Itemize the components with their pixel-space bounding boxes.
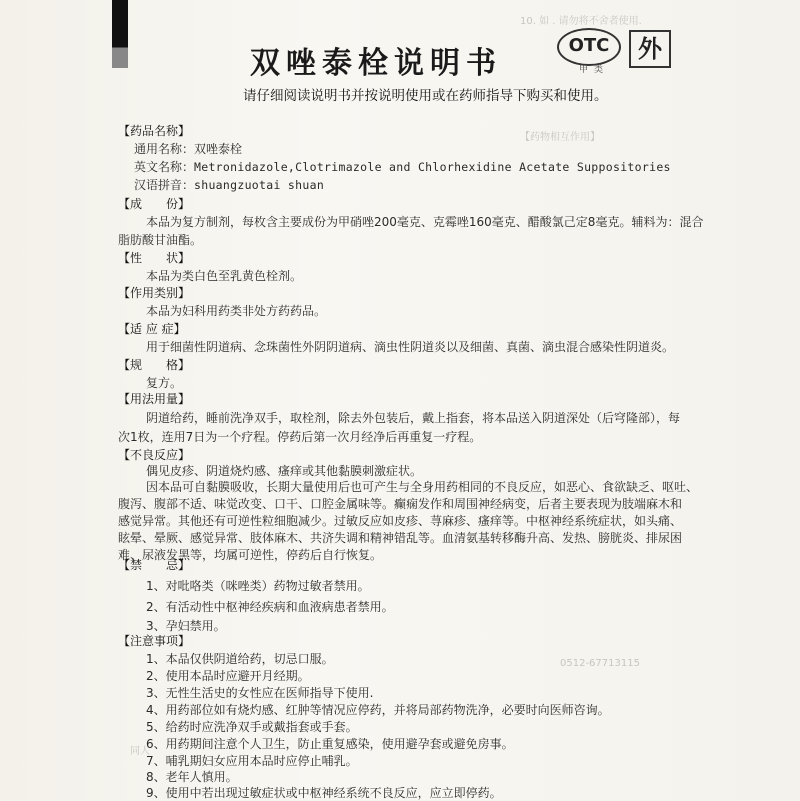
section-heading-dosage: 【用法用量】	[118, 392, 191, 406]
bleed-through-text: 10. 如 . 请勿将不舍者使用.	[520, 16, 642, 27]
precaution-item: 1、本品仅供阴道给药，切忌口服。	[146, 652, 334, 666]
external-use-badge: 外	[629, 30, 671, 68]
scan-edge-mark	[112, 0, 128, 68]
precaution-item: 3、无性生活史的女性应在医师指导下使用.	[146, 686, 374, 700]
section-heading-category: 【作用类别】	[118, 286, 191, 300]
contra-item: 1、对吡咯类（咪唑类）药物过敏者禁用。	[146, 579, 370, 593]
precaution-item: 7、哺乳期妇女应用本品时应停止哺乳。	[146, 754, 358, 768]
bleed-through-text: 【药物相互作用】	[520, 132, 600, 143]
dosage-line-2: 次1枚，连用7日为一个疗程。停药后第一次月经净后再重复一疗程。	[118, 430, 482, 444]
precaution-item: 4、用药部位如有烧灼感、红肿等情况应停药，并将局部药物洗净，必要时向医师咨询。	[146, 703, 610, 717]
section-heading-appearance: 【性 状】	[118, 251, 191, 265]
section-heading-indications: 【适 应 症】	[118, 322, 186, 336]
adverse-line-1: 偶见皮疹、阴道烧灼感、瘙痒或其他黏膜刺激症状。	[146, 464, 423, 478]
section-heading-composition: 【成 份】	[118, 197, 191, 211]
precaution-item: 6、用药期间注意个人卫生，防止重复感染，使用避孕套或避免房事。	[146, 737, 514, 751]
adverse-line-4: 感觉异常。其他还有可逆性粒细胞减少。过敏反应如皮疹、荨麻疹、瘙痒等。中枢神经系统症状，如头痛、	[118, 514, 683, 528]
section-heading-drug-name: 【药品名称】	[118, 124, 191, 138]
precaution-item: 8、老年人慎用。	[146, 770, 238, 784]
precaution-item: 9、使用中若出现过敏症状或中枢神经系统不良反应，应立即停药。	[146, 786, 502, 800]
contra-item: 2、有活动性中枢神经疾病和血液病患者禁用。	[146, 600, 394, 614]
section-heading-contraindications: 【禁 忌】	[118, 558, 191, 572]
bleed-through-text: 同人	[130, 746, 150, 757]
page-title: 双唑泰栓说明书	[250, 46, 502, 81]
adverse-line-3: 腹泻、腹部不适、味觉改变、口干、口腔金属味等。癫痫发作和周围神经病变，后者主要表现为肢端麻木和	[118, 497, 683, 511]
section-heading-precautions: 【注意事项】	[118, 634, 191, 648]
adverse-line-2: 因本品可自黏膜吸收，长期大量使用后也可产生与全身用药相同的不良反应，如恶心、食欲缺乏、呕吐、	[146, 480, 699, 494]
otc-badge: OTC	[557, 28, 621, 66]
adverse-line-5: 眩晕、晕厥、感觉异常、肢体麻木、共济失调和精神错乱等。血清氨基转移酶升高、发热、膀胱炎、排尿困	[118, 531, 683, 545]
generic-name: 通用名称：双唑泰栓	[134, 142, 243, 156]
adverse-line-6: 难、尿液发黑等，均属可逆性，停药后自行恢复。	[118, 548, 383, 562]
composition-line-2: 脂肪酸甘油酯。	[118, 233, 203, 247]
contra-item: 3、孕妇禁用。	[146, 619, 226, 633]
precaution-item: 5、给药时应洗净双手或戴指套或手套。	[146, 720, 358, 734]
composition-line-1: 本品为复方制剂，每枚含主要成份为甲硝唑200毫克、克霉唑160毫克、醋酸氯己定8毫克。辅料为：混合	[146, 215, 704, 229]
appearance-text: 本品为类白色至乳黄色栓剂。	[146, 269, 303, 283]
section-heading-specification: 【规 格】	[118, 358, 191, 372]
pinyin-name: 汉语拼音：shuangzuotai shuan	[134, 178, 325, 192]
specification-text: 复方。	[146, 376, 183, 390]
otc-class-label: 甲类	[579, 65, 610, 75]
indications-text: 用于细菌性阴道病、念珠菌性外阴阴道病、滴虫性阴道炎以及细菌、真菌、滴虫混合感染性阴道炎。	[146, 340, 675, 354]
category-text: 本品为妇科用药类非处方药药品。	[146, 304, 327, 318]
precaution-item: 2、使用本品时应避开月经期。	[146, 669, 310, 683]
english-name: 英文名称：Metronidazole,Clotrimazole and Chlorhexidine Acetate Suppositories	[134, 160, 671, 174]
advisory-text: 请仔细阅读说明书并按说明使用或在药师指导下购买和使用。	[243, 88, 608, 104]
section-heading-adverse: 【不良反应】	[118, 448, 191, 462]
bleed-through-text: 0512-67713115	[560, 658, 640, 669]
dosage-line-1: 阴道给药，睡前洗净双手，取栓剂，除去外包装后，戴上指套，将本品送入阴道深处（后穹隆部），每	[146, 411, 681, 425]
